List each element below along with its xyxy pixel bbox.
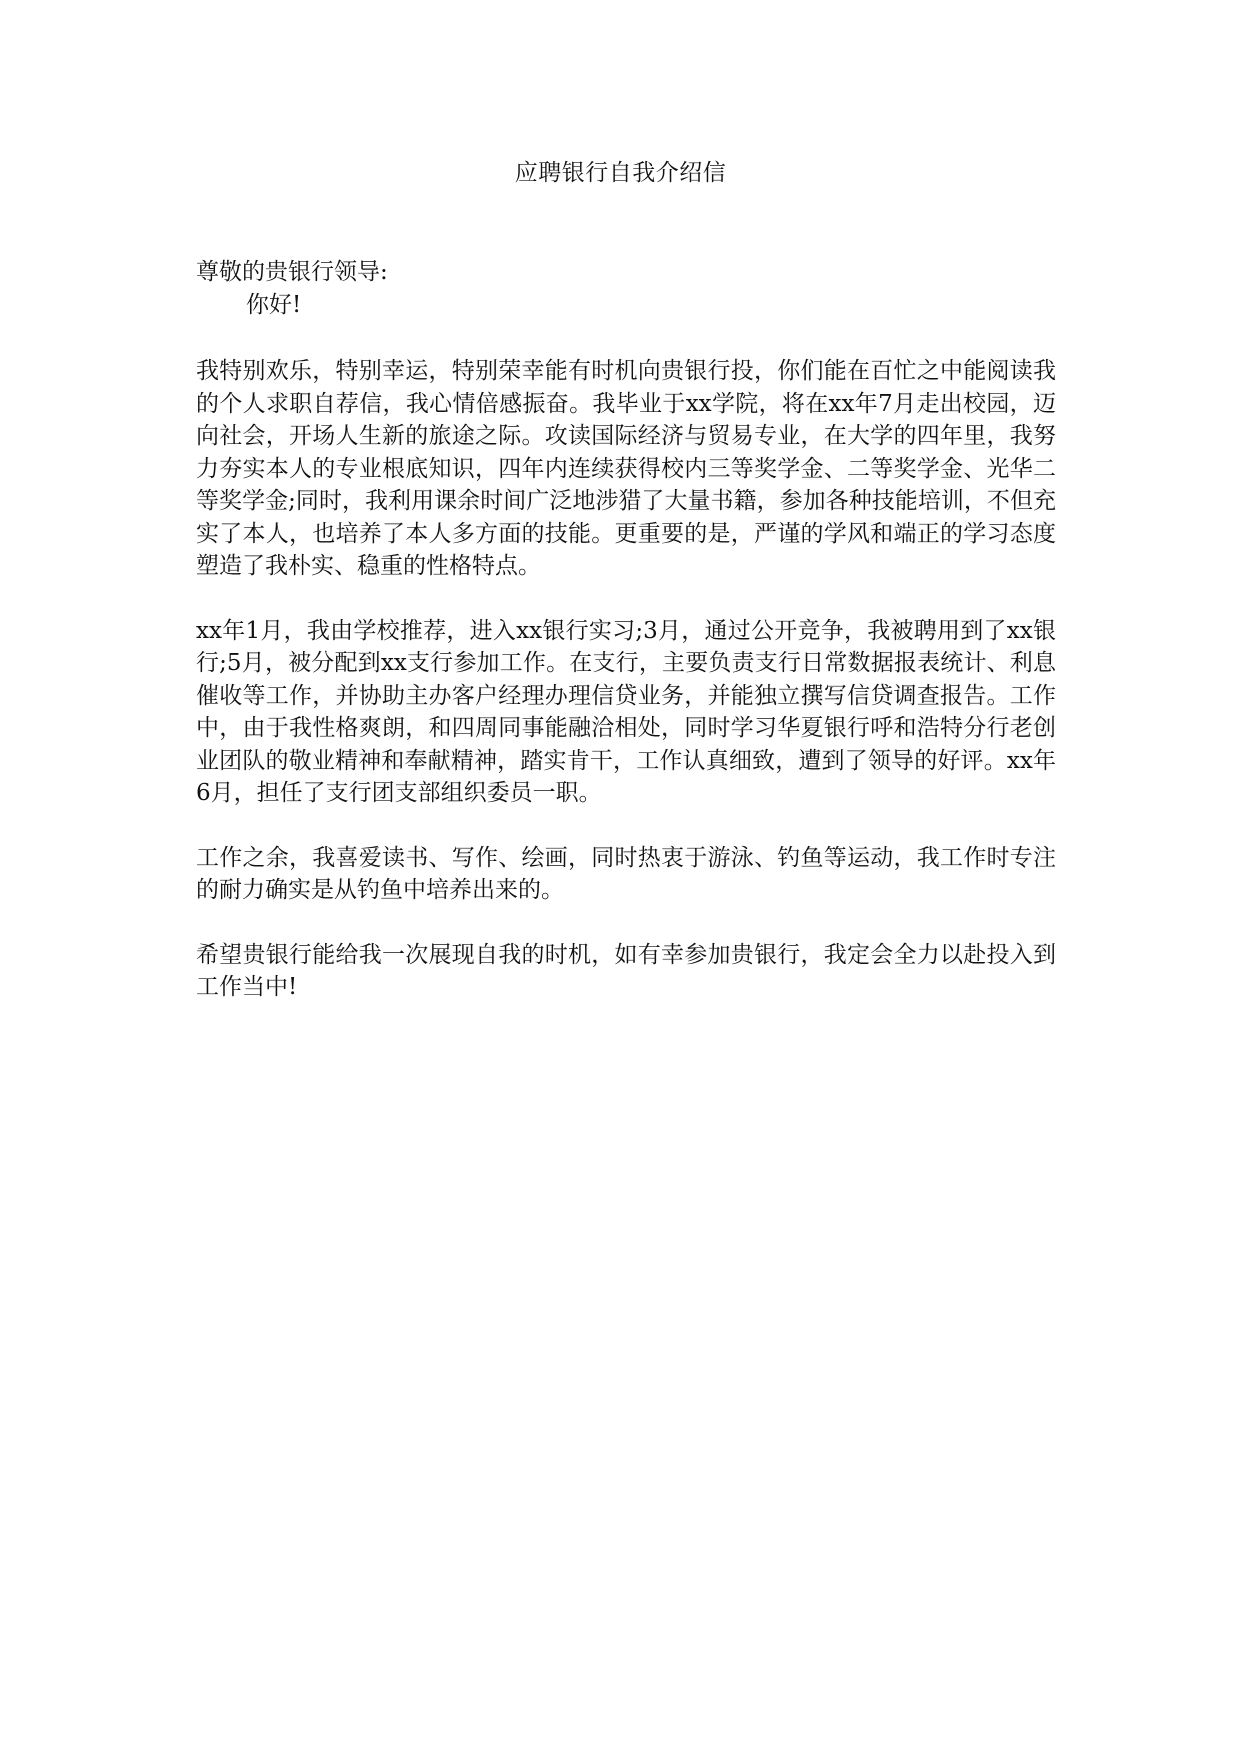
greeting: 你好! [246, 291, 302, 318]
salutation: 尊敬的贵银行领导: [196, 259, 388, 285]
paragraph-work-experience: xx年1月，我由学校推荐，进入xx银行实习;3月，通过公开竞争，我被聘用到了xx银行;5月，被分配到xx支行参加工作。在支行，主要负责支行日常数据报表统计、利息催收等工作，并协助主办客户经理办理信贷业务，并能独立撰写信贷调查报告。工作中，由于我性格爽朗，和四周同事能融洽相处，同时学习华夏银行呼和浩特分行老创业团队的敬业精神和奉献精神，踏实肯干，工作认真细致，遭到了领导的好评。xx年6月，担任了支行团支部组织委员一职。 [196, 617, 1056, 806]
paragraph-hobbies: 工作之余，我喜爱读书、写作、绘画，同时热衷于游泳、钓鱼等运动，我工作时专注的耐力确实是从钓鱼中培养出来的。 [196, 844, 1056, 903]
paragraph-introduction: 我特别欢乐，特别幸运，特别荣幸能有时机向贵银行投，你们能在百忙之中能阅读我的个人求职自荐信，我心情倍感振奋。我毕业于xx学院，将在xx年7月走出校园，迈向社会，开场人生新的旅途之际。攻读国际经济与贸易专业，在大学的四年里，我努力夯实本人的专业根底知识，四年内连续获得校内三等奖学金、二等奖学金、光华二等奖学金;同时，我利用课余时间广泛地涉猎了大量书籍，参加各种技能培训，不但充实了本人，也培养了本人多方面的技能。更重要的是，严谨的学风和端正的学习态度塑造了我朴实、稳重的性格特点。 [196, 358, 1056, 579]
paragraph-closing: 希望贵银行能给我一次展现自我的时机，如有幸参加贵银行，我定会全力以赴投入到工作当中! [196, 941, 1056, 1000]
document-title: 应聘银行自我介绍信 [514, 160, 727, 186]
letter-body [196, 256, 1056, 1004]
